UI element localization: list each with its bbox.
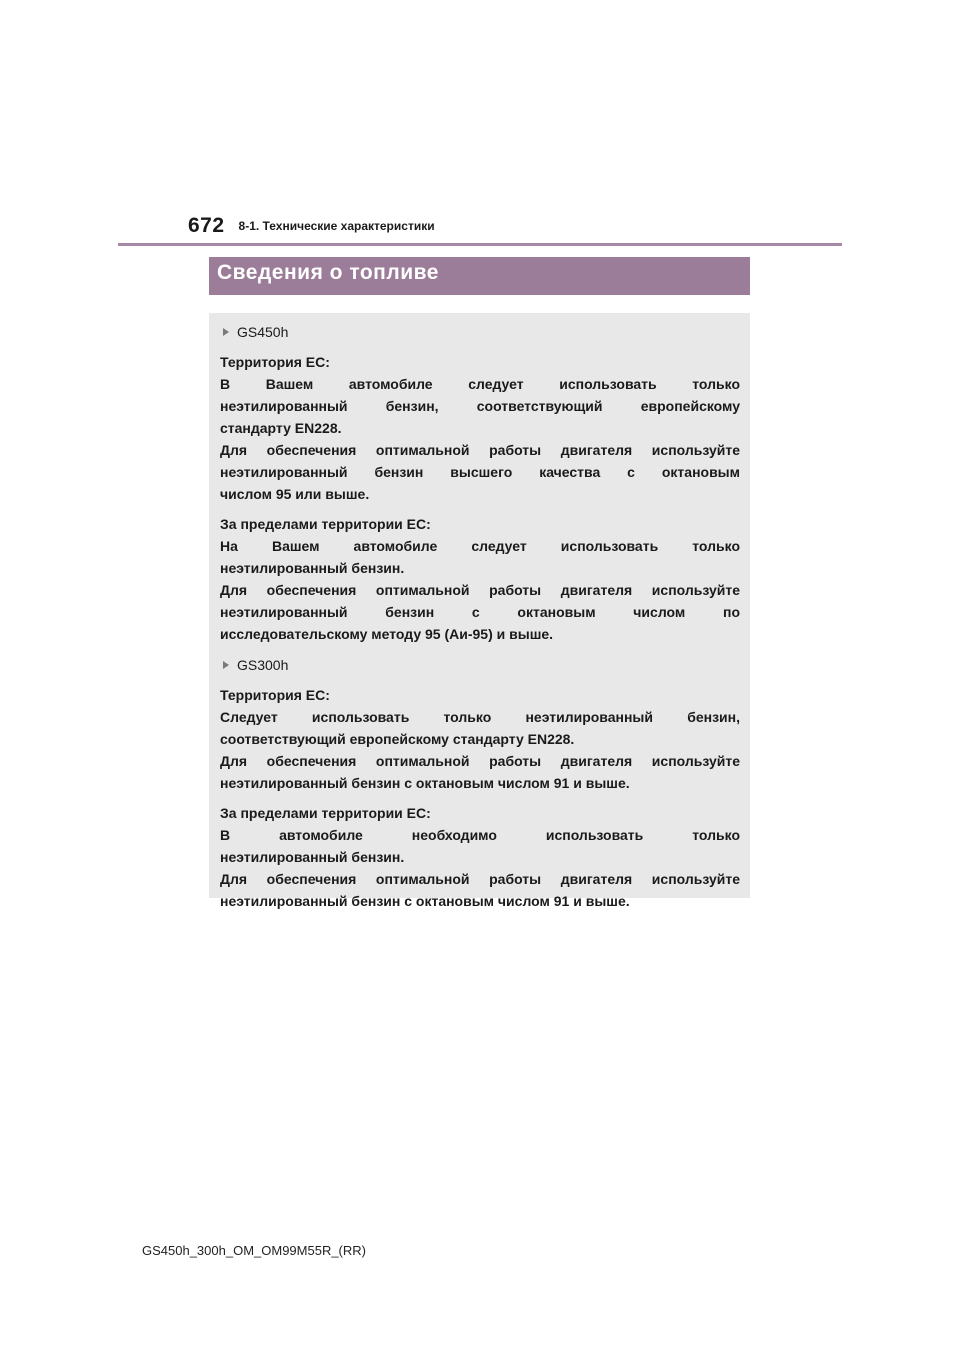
eu-heading: Территория ЕС: — [220, 687, 330, 703]
model-heading-gs300h — [220, 653, 740, 677]
text-line: Для обеспечения оптимальной работы двигателя используйте — [220, 582, 740, 598]
fuel-info-box — [209, 313, 750, 909]
text-line: числом 95 или выше. — [220, 486, 370, 502]
text-line: В Вашем автомобиле следует использовать только — [220, 376, 740, 392]
text-line: неэтилированный бензин с октановым числом по — [220, 604, 740, 620]
text-line: неэтилированный бензин высшего качества с октановым — [220, 464, 740, 480]
text-line: неэтилированный бензин с октановым числом 91 и выше. — [220, 775, 630, 791]
text-line: Для обеспечения оптимальной работы двигателя используйте — [220, 871, 740, 887]
text-line: неэтилированный бензин, соответствующий европейскому — [220, 398, 740, 414]
text-line: исследовательскому методу 95 (Аи-95) и выше. — [220, 626, 554, 642]
non-eu-heading: За пределами территории ЕС: — [220, 516, 431, 532]
section-title: Сведения о топливе — [209, 257, 750, 295]
gs300h-non-eu-block — [220, 802, 740, 912]
triangle-bullet-icon — [223, 328, 229, 336]
text-line: Для обеспечения оптимальной работы двигателя используйте — [220, 442, 740, 458]
model-label: GS300h — [237, 657, 289, 673]
text-line: неэтилированный бензин. — [220, 849, 405, 865]
text-line: В автомобиле необходимо использовать только — [220, 827, 740, 843]
text-line: соответствующий европейскому стандарту EN228. — [220, 731, 575, 747]
text-line: неэтилированный бензин. — [220, 560, 405, 576]
text-line: стандарту EN228. — [220, 420, 342, 436]
model-heading-gs450h — [220, 320, 740, 344]
gs450h-non-eu-block — [220, 513, 740, 645]
gs450h-eu-block — [220, 351, 740, 505]
gs300h-eu-block — [220, 684, 740, 794]
eu-heading: Территория ЕС: — [220, 354, 330, 370]
text-line: Для обеспечения оптимальной работы двигателя используйте — [220, 753, 740, 769]
section-label: 8-1. Технические характеристики — [238, 219, 435, 233]
document-code: GS450h_300h_OM_OM99M55R_(RR) — [142, 1243, 366, 1258]
page-header — [188, 214, 435, 238]
model-label: GS450h — [237, 324, 289, 340]
header-divider — [118, 243, 842, 246]
text-line: Следует использовать только неэтилированный бензин, — [220, 709, 740, 725]
page-number: 672 — [188, 214, 225, 237]
text-line: неэтилированный бензин с октановым числом 91 и выше. — [220, 893, 630, 909]
non-eu-heading: За пределами территории ЕС: — [220, 805, 431, 821]
text-line: На Вашем автомобиле следует использовать только — [220, 538, 740, 554]
triangle-bullet-icon — [223, 661, 229, 669]
